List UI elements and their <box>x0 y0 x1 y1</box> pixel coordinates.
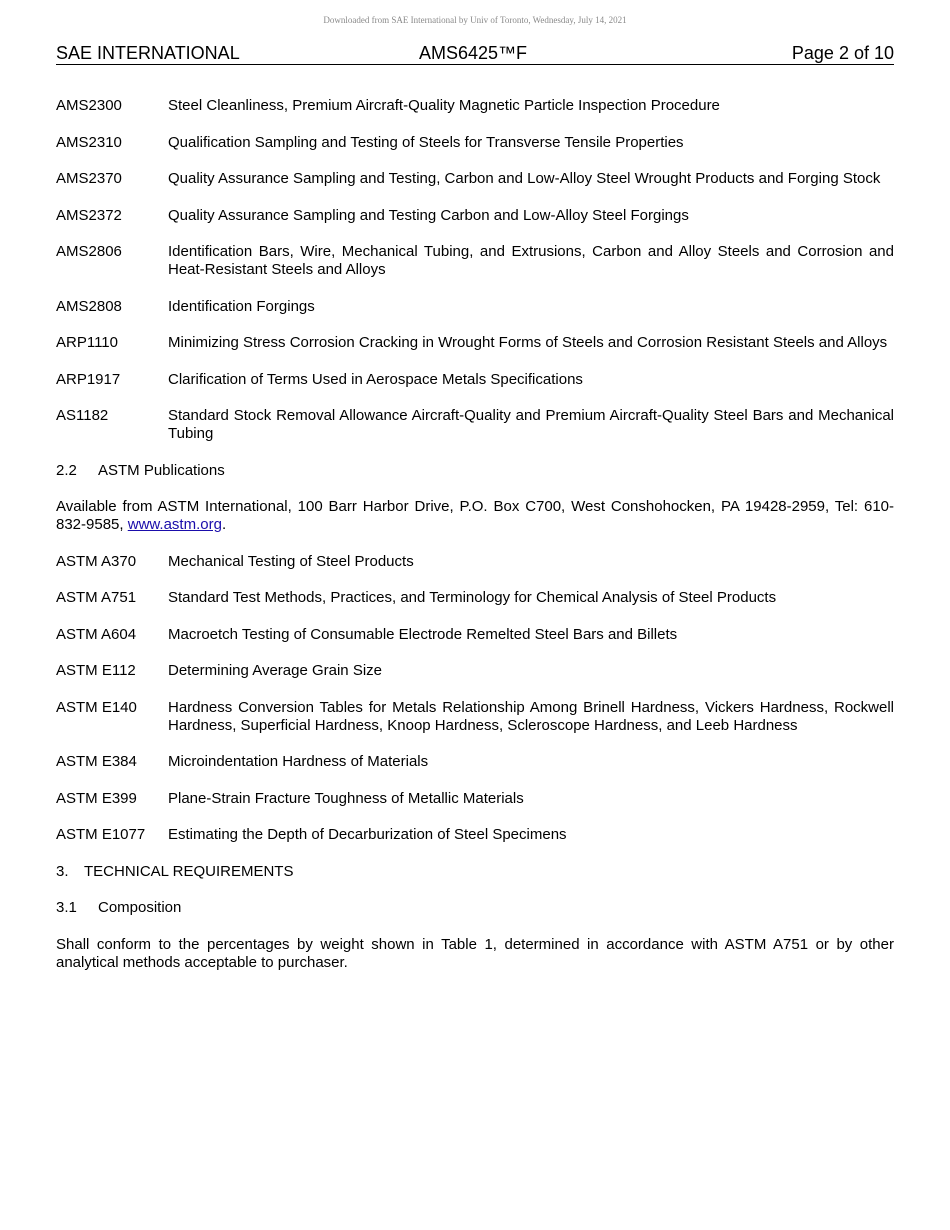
page-header <box>56 43 894 65</box>
reference-item <box>56 626 894 644</box>
reference-title: Estimating the Depth of Decarburization of Steel Specimens <box>168 826 567 843</box>
section-number: 3. <box>56 862 69 880</box>
section-heading-astm <box>56 462 894 480</box>
reference-title: Hardness Conversion Tables for Metals Relationship Among Brinell Hardness, Vickers Hardness, Rockwell Hardness, Superficial Hardness, Knoop Hardness, Scleroscope Hardness, and Leeb Hardness <box>168 698 894 734</box>
reference-item <box>56 790 894 808</box>
section-heading-composition <box>56 899 894 917</box>
reference-code: AMS2300 <box>56 97 122 114</box>
section-title: ASTM Publications <box>98 461 225 479</box>
reference-item <box>56 662 894 680</box>
reference-code: AMS2808 <box>56 297 122 315</box>
reference-code: ASTM E399 <box>56 789 137 807</box>
reference-title: Determining Average Grain Size <box>168 662 382 679</box>
reference-title: Quality Assurance Sampling and Testing Carbon and Low-Alloy Steel Forgings <box>168 206 689 224</box>
availability-end: . <box>221 516 227 533</box>
reference-item <box>56 553 894 571</box>
reference-item <box>56 699 894 735</box>
section-number: 3.1 <box>56 899 77 916</box>
reference-code: AMS2372 <box>56 206 122 224</box>
composition-paragraph: Shall conform to the percentages by weight shown in Table 1, determined in accordance with ASTM A751 or by other analytical methods acceptable to purchaser. <box>56 935 894 971</box>
reference-title: Clarification of Terms Used in Aerospace Metals Specifications <box>168 370 583 388</box>
header-org: SAE INTERNATIONAL <box>56 43 240 63</box>
reference-item <box>56 334 894 352</box>
document-body <box>56 97 894 990</box>
reference-title: Quality Assurance Sampling and Testing, Carbon and Low-Alloy Steel Wrought Products and Forging Stock <box>168 170 881 187</box>
reference-code: AMS2370 <box>56 170 122 187</box>
reference-item <box>56 826 894 844</box>
reference-item <box>56 243 894 279</box>
reference-code: ASTM E384 <box>56 753 137 770</box>
reference-item <box>56 589 894 607</box>
reference-code: ASTM E112 <box>56 662 136 679</box>
header-doc-id: AMS6425™F <box>419 43 528 63</box>
reference-item <box>56 134 894 152</box>
reference-title: Plane-Strain Fracture Toughness of Metallic Materials <box>168 789 524 807</box>
reference-code: AMS2310 <box>56 133 122 151</box>
reference-title: Standard Test Methods, Practices, and Terminology for Chemical Analysis of Steel Products <box>168 589 777 606</box>
reference-title: Steel Cleanliness, Premium Aircraft-Quality Magnetic Particle Inspection Procedure <box>168 97 720 114</box>
reference-title: Microindentation Hardness of Materials <box>168 753 429 770</box>
section-title: TECHNICAL REQUIREMENTS <box>84 862 294 880</box>
download-watermark: Downloaded from SAE International by Univ of Toronto, Wednesday, July 14, 2021 <box>323 15 627 25</box>
reference-item <box>56 97 894 115</box>
reference-code: ARP1110 <box>56 334 118 351</box>
reference-title: Qualification Sampling and Testing of Steels for Transverse Tensile Properties <box>168 133 684 151</box>
reference-title: Mechanical Testing of Steel Products <box>168 552 414 570</box>
section-heading-technical-requirements <box>56 863 894 881</box>
header-page-number: Page 2 of 10 <box>791 43 894 63</box>
reference-item <box>56 207 894 225</box>
reference-code: ASTM E140 <box>56 698 137 716</box>
section-number: 2.2 <box>56 461 77 479</box>
reference-title: Standard Stock Removal Allowance Aircraft-Quality and Premium Aircraft-Quality Steel Bars and Mechanical Tubing <box>168 407 894 442</box>
reference-item <box>56 170 894 188</box>
reference-item <box>56 753 894 771</box>
reference-code: AS1182 <box>56 407 109 424</box>
reference-title: Identification Forgings <box>168 297 315 315</box>
reference-title: Minimizing Stress Corrosion Cracking in Wrought Forms of Steels and Corrosion Resistant Steels and Alloys <box>168 334 888 351</box>
reference-item <box>56 407 894 443</box>
reference-title: Identification Bars, Wire, Mechanical Tubing, and Extrusions, Carbon and Alloy Steels and Corrosion and Heat-Resistant Steels and Alloys <box>168 243 894 278</box>
reference-title: Macroetch Testing of Consumable Electrode Remelted Steel Bars and Billets <box>168 625 678 643</box>
reference-code: AMS2806 <box>56 243 122 260</box>
astm-availability-paragraph <box>56 498 894 534</box>
reference-code: ASTM A751 <box>56 589 137 606</box>
reference-code: ASTM E1077 <box>56 826 146 843</box>
reference-code: ASTM A370 <box>56 552 137 570</box>
astm-website-link[interactable]: www.astm.org <box>127 516 222 533</box>
reference-item <box>56 371 894 389</box>
section-title: Composition <box>98 899 182 916</box>
reference-item <box>56 298 894 316</box>
availability-text: Available from ASTM International, 100 Barr Harbor Drive, P.O. Box C700, West Conshohocken, PA 19428-2959, Tel: 610-832-9585, <box>56 498 894 533</box>
reference-code: ASTM A604 <box>56 625 137 643</box>
reference-code: ARP1917 <box>56 370 121 388</box>
